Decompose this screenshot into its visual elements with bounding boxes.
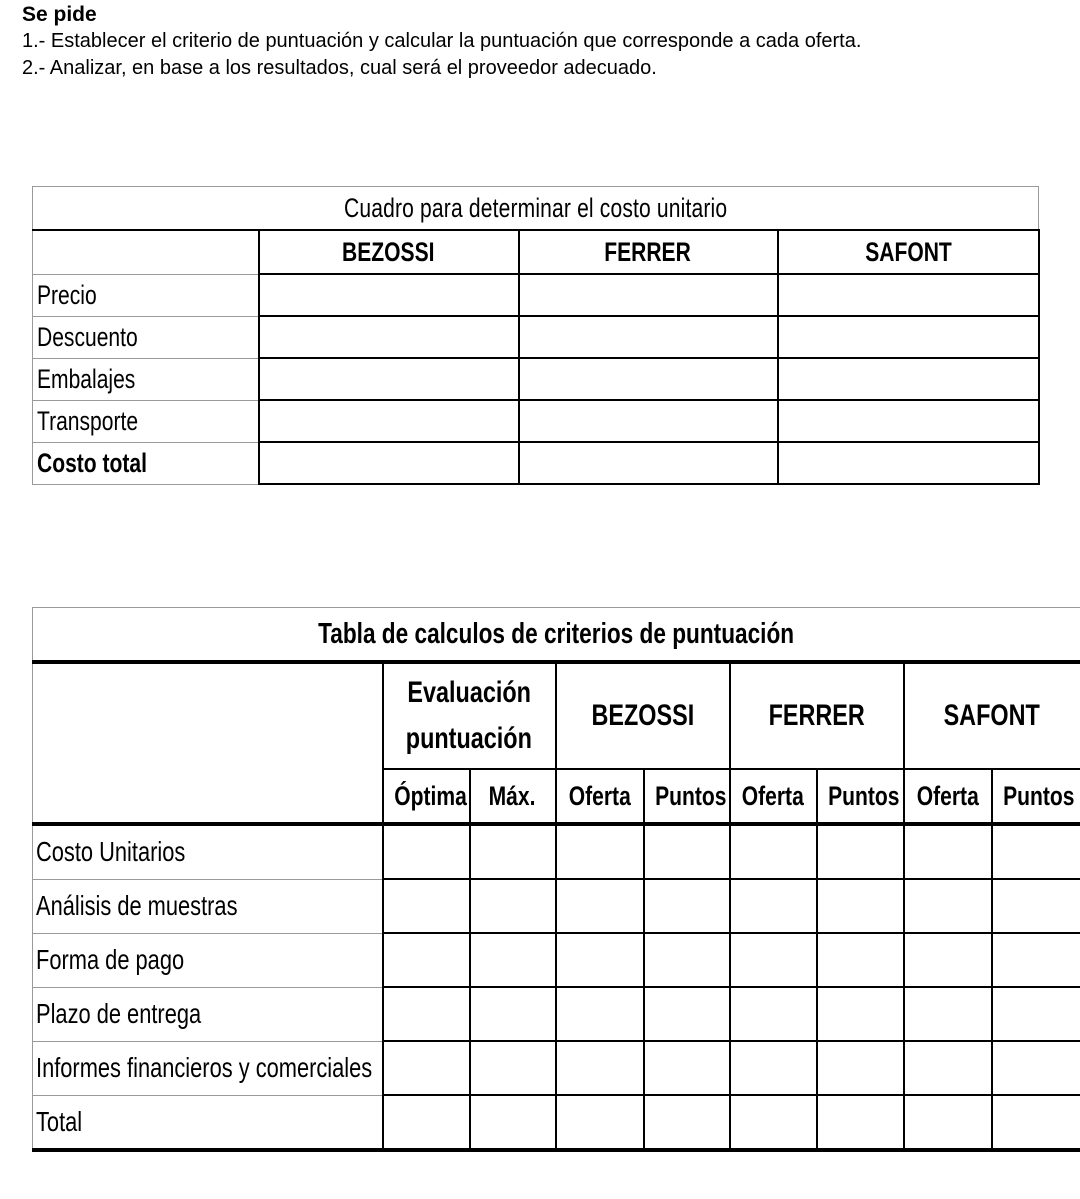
table-cell[interactable] — [817, 987, 904, 1041]
row-label-forma-pago: Forma de pago — [33, 933, 383, 987]
row-label-costo-unitarios: Costo Unitarios — [33, 824, 383, 879]
unit-cost-table-title: Cuadro para determinar el costo unitario — [33, 187, 1039, 231]
scoring-criteria-table — [32, 607, 1080, 1152]
table-row — [33, 933, 1080, 987]
row-label-precio: Precio — [33, 274, 259, 316]
supplier-header-safont: SAFONT — [904, 662, 1080, 769]
table-cell[interactable] — [817, 879, 904, 933]
table-cell[interactable] — [556, 1095, 644, 1150]
row-label-plazo-entrega: Plazo de entrega — [33, 987, 383, 1041]
table-cell[interactable] — [644, 933, 730, 987]
table-cell[interactable] — [992, 879, 1080, 933]
unit-cost-table — [32, 186, 1040, 485]
table-cell[interactable] — [817, 824, 904, 879]
table-cell[interactable] — [817, 1095, 904, 1150]
table-cell[interactable] — [470, 933, 556, 987]
table-cell[interactable] — [817, 933, 904, 987]
table-cell[interactable] — [470, 987, 556, 1041]
table-cell[interactable] — [730, 1041, 817, 1095]
table-cell[interactable] — [730, 879, 817, 933]
row-label-informes: Informes financieros y comerciales — [33, 1041, 383, 1095]
table-cell[interactable] — [383, 879, 470, 933]
subheader-puntos: Puntos — [644, 769, 730, 824]
table-cell[interactable] — [817, 1041, 904, 1095]
table-cell[interactable] — [904, 1095, 992, 1150]
subheader-puntos: Puntos — [992, 769, 1080, 824]
table-cell[interactable] — [556, 987, 644, 1041]
table-cell[interactable] — [556, 879, 644, 933]
table-cell[interactable] — [992, 1041, 1080, 1095]
table-cell[interactable] — [644, 1095, 730, 1150]
table-cell[interactable] — [259, 358, 519, 400]
table-cell[interactable] — [904, 987, 992, 1041]
table-cell[interactable] — [519, 274, 778, 316]
subheader-optima: Óptima — [383, 769, 470, 824]
table-cell[interactable] — [992, 987, 1080, 1041]
table-cell[interactable] — [778, 358, 1039, 400]
table-row — [33, 1041, 1080, 1095]
table-cell[interactable] — [470, 879, 556, 933]
column-header-bezossi: BEZOSSI — [259, 230, 519, 274]
table-cell[interactable] — [644, 987, 730, 1041]
table-row — [33, 987, 1080, 1041]
table-cell[interactable] — [383, 987, 470, 1041]
supplier-header-bezossi: BEZOSSI — [556, 662, 730, 769]
table-cell[interactable] — [992, 933, 1080, 987]
table-cell[interactable] — [383, 1095, 470, 1150]
table-cell[interactable] — [519, 400, 778, 442]
row-label-total: Total — [33, 1095, 383, 1150]
table-cell[interactable] — [904, 1041, 992, 1095]
row-label-transporte: Transporte — [33, 400, 259, 442]
table-row — [33, 442, 1039, 484]
instruction-item-1: 1.- Establecer el criterio de puntuación y calcular la puntuación que corresponde a cada oferta. — [22, 30, 862, 52]
header-blank-cell — [33, 662, 383, 824]
table-cell[interactable] — [383, 1041, 470, 1095]
table-cell[interactable] — [259, 400, 519, 442]
table-cell[interactable] — [383, 824, 470, 879]
table-cell[interactable] — [904, 879, 992, 933]
table-row — [33, 316, 1039, 358]
supplier-header-ferrer: FERRER — [730, 662, 904, 769]
table-row — [33, 400, 1039, 442]
instructions-heading: Se pide — [22, 3, 97, 26]
table-cell[interactable] — [556, 824, 644, 879]
subheader-max: Máx. — [470, 769, 556, 824]
header-blank-cell — [33, 230, 259, 274]
table-row — [33, 879, 1080, 933]
table-cell[interactable] — [519, 316, 778, 358]
table-cell[interactable] — [259, 316, 519, 358]
table-cell[interactable] — [383, 933, 470, 987]
table-cell[interactable] — [904, 933, 992, 987]
subheader-oferta: Oferta — [730, 769, 817, 824]
table-cell[interactable] — [519, 442, 778, 484]
table-cell[interactable] — [778, 274, 1039, 316]
table-cell[interactable] — [470, 824, 556, 879]
table-cell[interactable] — [730, 1095, 817, 1150]
subheader-oferta: Oferta — [904, 769, 992, 824]
subheader-oferta: Oferta — [556, 769, 644, 824]
table-cell[interactable] — [259, 274, 519, 316]
table-cell[interactable] — [644, 1041, 730, 1095]
table-row — [33, 824, 1080, 879]
table-row — [33, 274, 1039, 316]
table-cell[interactable] — [778, 400, 1039, 442]
table-cell[interactable] — [259, 442, 519, 484]
row-label-costo-total: Costo total — [33, 442, 259, 484]
evaluation-score-header: Evaluación puntuación — [383, 662, 556, 769]
table-cell[interactable] — [778, 442, 1039, 484]
table-cell[interactable] — [992, 1095, 1080, 1150]
table-cell[interactable] — [730, 933, 817, 987]
table-cell[interactable] — [644, 879, 730, 933]
table-cell[interactable] — [992, 824, 1080, 879]
row-label-analisis-muestras: Análisis de muestras — [33, 879, 383, 933]
scoring-table-title: Tabla de calculos de criterios de puntuación — [33, 608, 1080, 663]
row-label-descuento: Descuento — [33, 316, 259, 358]
row-label-embalajes: Embalajes — [33, 358, 259, 400]
table-cell[interactable] — [470, 1095, 556, 1150]
table-row — [33, 1095, 1080, 1150]
column-header-safont: SAFONT — [778, 230, 1039, 274]
table-cell[interactable] — [730, 987, 817, 1041]
table-cell[interactable] — [644, 824, 730, 879]
table-cell[interactable] — [556, 933, 644, 987]
column-header-ferrer: FERRER — [519, 230, 778, 274]
table-cell[interactable] — [519, 358, 778, 400]
subheader-puntos: Puntos — [817, 769, 904, 824]
table-cell[interactable] — [556, 1041, 644, 1095]
table-cell[interactable] — [730, 824, 817, 879]
table-cell[interactable] — [904, 824, 992, 879]
instruction-item-2: 2.- Analizar, en base a los resultados, cual será el proveedor adecuado. — [22, 57, 657, 79]
table-cell[interactable] — [778, 316, 1039, 358]
table-cell[interactable] — [470, 1041, 556, 1095]
instructions — [22, 2, 1042, 82]
table-row — [33, 358, 1039, 400]
